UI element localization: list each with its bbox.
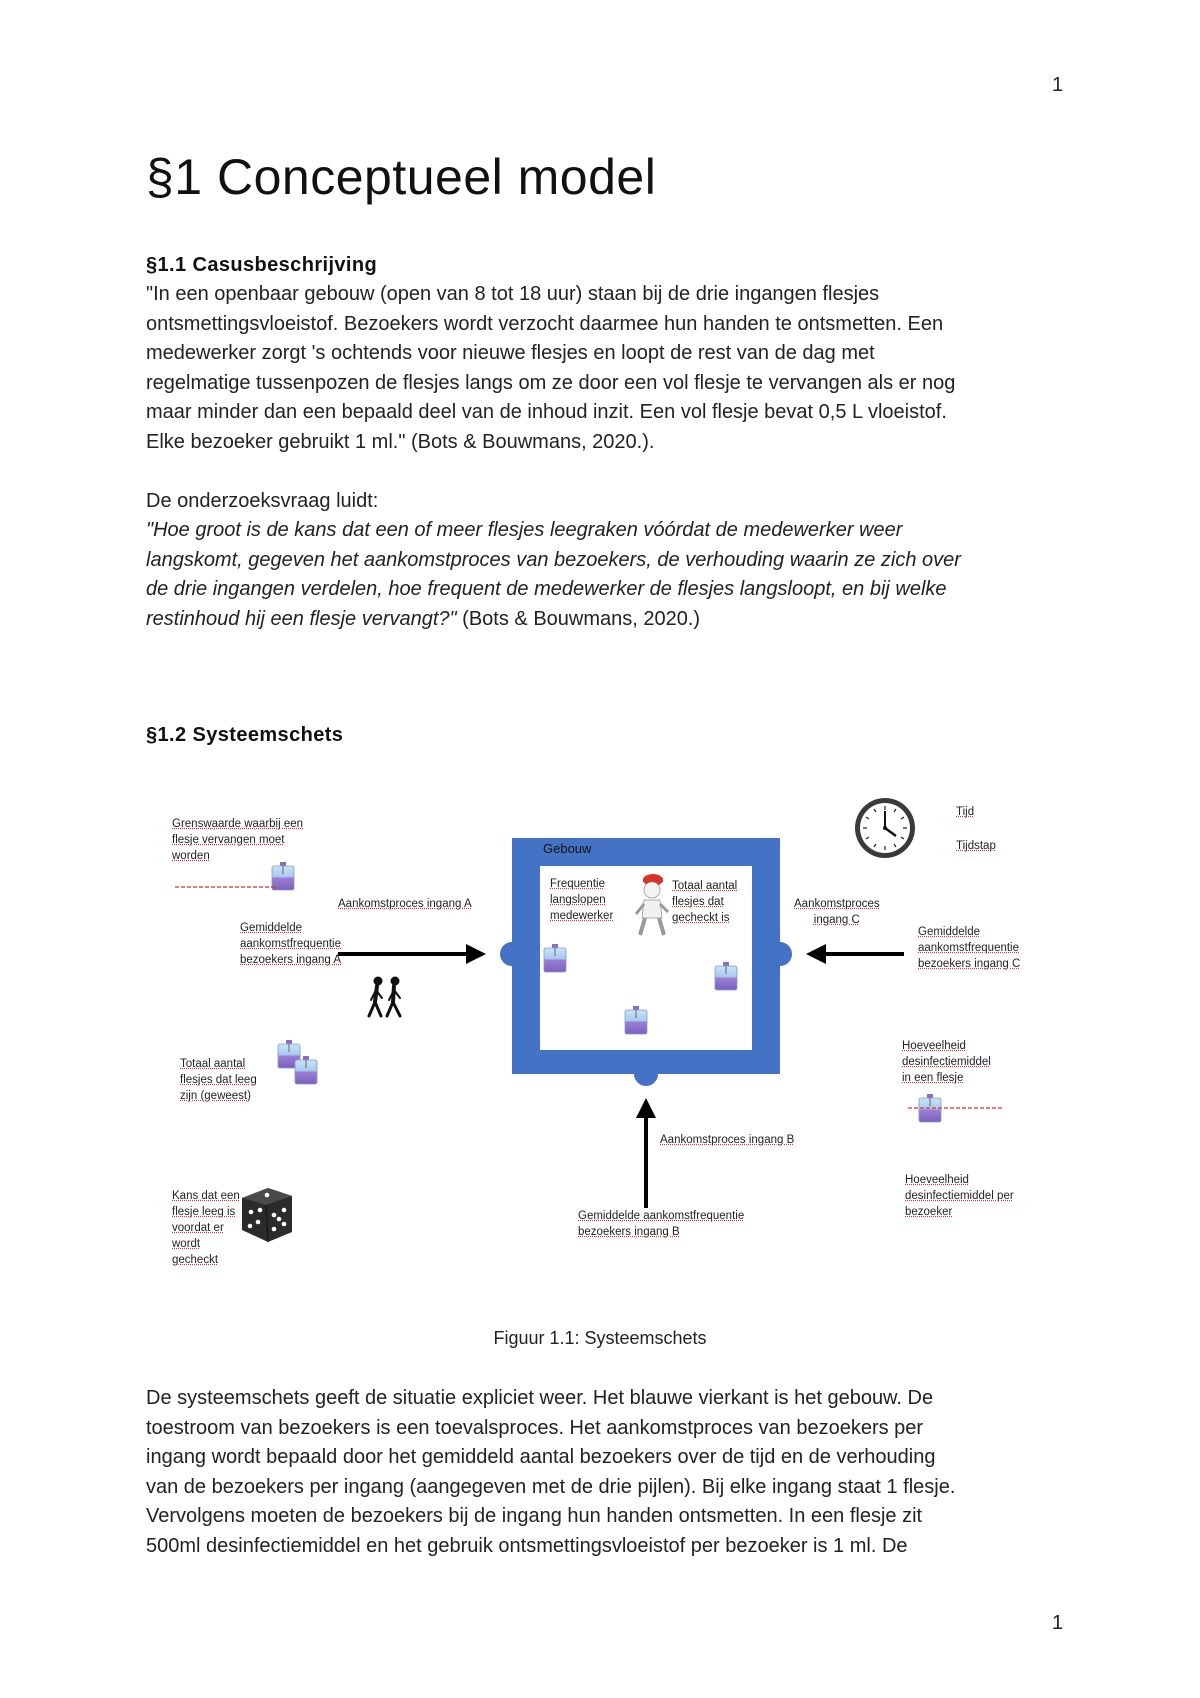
- building-label: Gebouw: [543, 841, 592, 856]
- research-question-last-line: [146, 605, 1066, 635]
- research-question-line: de drie ingangen verdelen, hoe frequent de medewerker de flesjes langsloopt, en bij welke: [146, 578, 947, 600]
- body-line: toestroom van bezoekers is een toevalsproces. Het aankomstproces van bezoekers per: [146, 1416, 924, 1439]
- research-question-line: "Hoe groot is de kans dat een of meer flesjes leegraken vóórdat de medewerker weer: [146, 519, 903, 541]
- dice-icon: [242, 1188, 292, 1242]
- bottle-icon: [272, 862, 294, 890]
- body-line: Vervolgens moeten de bezoekers bij de ingang hun handen ontsmetten. In een flesje zit: [146, 1505, 923, 1527]
- research-question-citation: (Bots & Bouwmans, 2020.): [456, 607, 701, 630]
- bottle-icon: [625, 1006, 647, 1034]
- label-total-checked: Totaal aantal flesjes dat gecheckt is: [672, 880, 738, 924]
- body-line: De systeemschets geeft de situatie expliciet weer. Het blauwe vierkant is het gebouw. De: [146, 1387, 934, 1409]
- label-frequency-walk: Frequentie langslopen medewerker: [550, 878, 614, 922]
- system-diagram: [150, 790, 1050, 1290]
- body-line: ingang wordt bepaald door het gemiddeld aantal bezoekers over de tijd en de verhouding: [146, 1446, 936, 1468]
- case-line: ontsmettingsvloeistof. Bezoekers wordt verzocht daarmee hun handen te ontsmetten. Een: [146, 312, 944, 335]
- body-line: 500ml desinfectiemiddel en het gebruik ontsmettingsvloeistof per bezoeker is 1 ml. De: [146, 1534, 908, 1557]
- section-1-2-title: §1.2 Systeemschets: [146, 724, 344, 746]
- label-probability: Kans dat een flesje leeg is voordat er wordt gecheckt: [172, 1190, 240, 1266]
- label-amount-bottle: Hoeveelheid desinfectiemiddel in een flesje: [902, 1040, 991, 1084]
- label-timestep: Tijdstap: [956, 840, 996, 852]
- entrance-c: [768, 942, 792, 966]
- entrance-a: [500, 942, 524, 966]
- label-empty-total: Totaal aantal flesjes dat leeg zijn (geweest): [180, 1058, 257, 1102]
- label-arrival-a: Aankomstproces ingang A: [338, 898, 472, 910]
- label-arrival-c: Aankomstproces ingang C: [794, 898, 880, 926]
- case-line: Elke bezoeker gebruikt 1 ml." (Bots & Bouwmans, 2020.).: [146, 430, 655, 453]
- bottle-icon: [544, 944, 566, 972]
- case-line: "In een openbaar gebouw (open van 8 tot 18 uur) staan bij de drie ingangen flesjes: [146, 283, 880, 305]
- walking-people-icon: [369, 977, 400, 1017]
- label-arrival-b: Aankomstproces ingang B: [660, 1134, 795, 1146]
- case-line: regelmatige tussenpozen de flesjes langs om ze door een vol flesje te vervangen als er nog: [146, 371, 956, 394]
- bottle-icon: [715, 962, 737, 990]
- research-question-end: restinhoud hij een flesje vervangt?": [146, 607, 457, 630]
- case-description: [146, 280, 1066, 634]
- entrance-b: [634, 1062, 658, 1086]
- case-line: maar minder dan een bepaald deel van de inhoud inzit. Een vol flesje bevat 0,5 L vloeistof.: [146, 401, 947, 423]
- page-number-bottom: 1: [1052, 1612, 1064, 1634]
- label-avg-freq-a: Gemiddelde aankomstfrequentie bezoekers ingang A: [240, 922, 342, 966]
- case-line: medewerker zorgt 's ochtends voor nieuwe flesjes en loopt de rest van de dag met: [146, 342, 875, 364]
- research-question-intro: De onderzoeksvraag luidt:: [146, 489, 379, 512]
- label-amount-visitor: Hoeveelheid desinfectiemiddel per bezoeker: [905, 1174, 1014, 1218]
- label-time: Tijd: [956, 806, 975, 818]
- figure-caption: Figuur 1.1: Systeemschets: [493, 1328, 707, 1348]
- research-question-line: langskomt, gegeven het aankomstproces van bezoekers, de verhouding waarin ze zich over: [146, 548, 961, 571]
- label-avg-freq-c: Gemiddelde aankomstfrequentie bezoekers ingang C: [918, 926, 1021, 970]
- label-avg-freq-b: Gemiddelde aankomstfrequentie bezoekers ingang B: [578, 1210, 745, 1238]
- clock-icon: [855, 798, 915, 858]
- chapter-title: §1 Conceptueel model: [146, 149, 657, 205]
- page-number-top: 1: [1052, 74, 1064, 96]
- label-threshold: Grenswaarde waarbij een flesje vervangen moet worden: [172, 818, 304, 862]
- bottle-icon: [295, 1056, 317, 1084]
- section-1-1-title: §1.1 Casusbeschrijving: [146, 254, 378, 276]
- system-description: [146, 1384, 1066, 1561]
- body-line: van de bezoekers per ingang (aangegeven met de drie pijlen). Bij elke ingang staat 1 flesje.: [146, 1475, 956, 1498]
